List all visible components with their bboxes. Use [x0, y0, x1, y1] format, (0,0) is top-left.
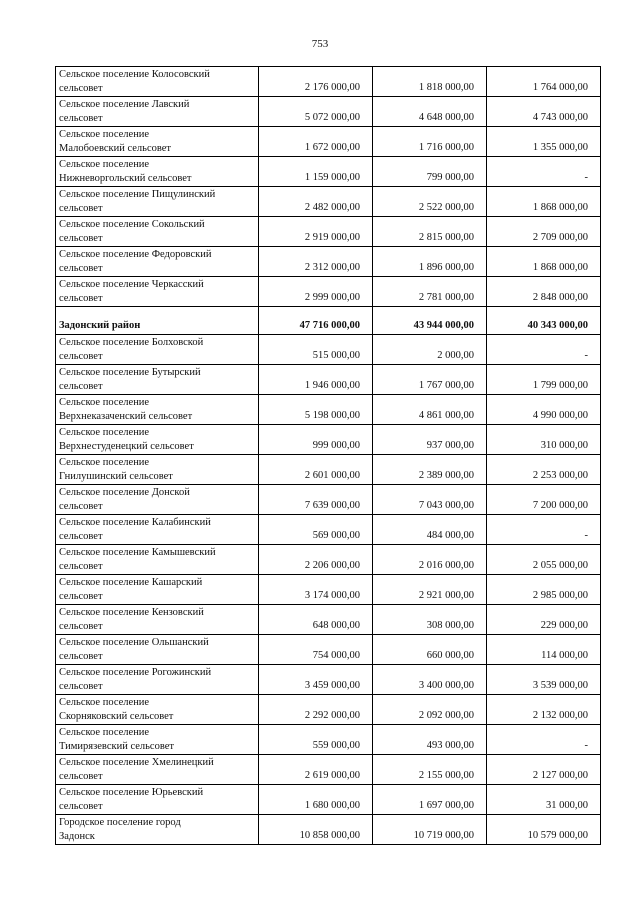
settlement-name-cell: Сельское поселение Камышевский сельсовет [56, 545, 259, 575]
budget-table [55, 66, 601, 845]
amount-year2-cell: 2 155 000,00 [373, 755, 487, 785]
table-row [56, 67, 601, 97]
settlement-name-cell: Сельское поселение Малобоевский сельсовет [56, 127, 259, 157]
settlement-name-cell: Сельское поселение Колосовский сельсовет [56, 67, 259, 97]
table-row [56, 635, 601, 665]
amount-year3-cell: 310 000,00 [487, 425, 601, 455]
table-row [56, 695, 601, 725]
amount-year2-cell: 2 781 000,00 [373, 277, 487, 307]
table-row [56, 157, 601, 187]
amount-year2-cell: 937 000,00 [373, 425, 487, 455]
table-row [56, 455, 601, 485]
amount-year1-cell: 2 482 000,00 [259, 187, 373, 217]
amount-year2-cell: 2 016 000,00 [373, 545, 487, 575]
amount-year3-cell: 229 000,00 [487, 605, 601, 635]
settlement-name-cell: Сельское поселение Верхнестуденецкий сельсовет [56, 425, 259, 455]
amount-year2-cell: 4 861 000,00 [373, 395, 487, 425]
district-total-row [56, 307, 601, 335]
table-row [56, 187, 601, 217]
amount-year3-cell: 2 132 000,00 [487, 695, 601, 725]
settlement-name-cell: Сельское поселение Юрьевский сельсовет [56, 785, 259, 815]
settlement-name-cell: Сельское поселение Ольшанский сельсовет [56, 635, 259, 665]
table-row [56, 545, 601, 575]
amount-year1-cell: 2 206 000,00 [259, 545, 373, 575]
table-row [56, 575, 601, 605]
amount-year3-cell: 40 343 000,00 [487, 307, 601, 335]
amount-year3-cell: 1 868 000,00 [487, 187, 601, 217]
amount-year3-cell: 3 539 000,00 [487, 665, 601, 695]
table-row [56, 815, 601, 845]
amount-year2-cell: 3 400 000,00 [373, 665, 487, 695]
amount-year2-cell: 493 000,00 [373, 725, 487, 755]
table-row [56, 485, 601, 515]
settlement-name-cell: Сельское поселение Хмелинецкий сельсовет [56, 755, 259, 785]
amount-year2-cell: 308 000,00 [373, 605, 487, 635]
amount-year1-cell: 2 619 000,00 [259, 755, 373, 785]
settlement-name-cell: Задонский район [56, 307, 259, 335]
amount-year2-cell: 484 000,00 [373, 515, 487, 545]
amount-year3-cell: 1 355 000,00 [487, 127, 601, 157]
amount-year1-cell: 2 601 000,00 [259, 455, 373, 485]
amount-year1-cell: 999 000,00 [259, 425, 373, 455]
table-row [56, 425, 601, 455]
page-number: 753 [311, 38, 329, 50]
amount-year2-cell: 2 389 000,00 [373, 455, 487, 485]
amount-year1-cell: 5 072 000,00 [259, 97, 373, 127]
amount-year2-cell: 2 522 000,00 [373, 187, 487, 217]
amount-year3-cell: 2 127 000,00 [487, 755, 601, 785]
amount-year3-cell: 4 743 000,00 [487, 97, 601, 127]
settlement-name-cell: Сельское поселение Скорняковский сельсовет [56, 695, 259, 725]
budget-table-body [56, 67, 601, 845]
amount-year3-cell: 2 253 000,00 [487, 455, 601, 485]
table-row [56, 335, 601, 365]
amount-year3-cell: 2 985 000,00 [487, 575, 601, 605]
amount-year1-cell: 559 000,00 [259, 725, 373, 755]
settlement-name-cell: Сельское поселение Сокольский сельсовет [56, 217, 259, 247]
table-row [56, 97, 601, 127]
table-row [56, 247, 601, 277]
settlement-name-cell: Сельское поселение Рогожинский сельсовет [56, 665, 259, 695]
amount-year1-cell: 648 000,00 [259, 605, 373, 635]
table-row [56, 395, 601, 425]
settlement-name-cell: Сельское поселение Гнилушинский сельсовет [56, 455, 259, 485]
settlement-name-cell: Сельское поселение Кензовский сельсовет [56, 605, 259, 635]
amount-year1-cell: 3 459 000,00 [259, 665, 373, 695]
amount-year1-cell: 2 919 000,00 [259, 217, 373, 247]
amount-year3-cell: 1 868 000,00 [487, 247, 601, 277]
table-row [56, 605, 601, 635]
amount-year3-cell: 7 200 000,00 [487, 485, 601, 515]
amount-year2-cell: 2 815 000,00 [373, 217, 487, 247]
amount-year3-cell: 1 799 000,00 [487, 365, 601, 395]
amount-year3-cell: - [487, 335, 601, 365]
amount-year1-cell: 7 639 000,00 [259, 485, 373, 515]
amount-year1-cell: 10 858 000,00 [259, 815, 373, 845]
amount-year3-cell: 2 848 000,00 [487, 277, 601, 307]
amount-year2-cell: 2 921 000,00 [373, 575, 487, 605]
amount-year1-cell: 1 946 000,00 [259, 365, 373, 395]
amount-year3-cell: 10 579 000,00 [487, 815, 601, 845]
amount-year2-cell: 799 000,00 [373, 157, 487, 187]
table-row [56, 515, 601, 545]
amount-year3-cell: 114 000,00 [487, 635, 601, 665]
amount-year1-cell: 569 000,00 [259, 515, 373, 545]
amount-year3-cell: - [487, 725, 601, 755]
amount-year2-cell: 1 716 000,00 [373, 127, 487, 157]
amount-year1-cell: 2 312 000,00 [259, 247, 373, 277]
amount-year2-cell: 2 092 000,00 [373, 695, 487, 725]
amount-year1-cell: 2 999 000,00 [259, 277, 373, 307]
amount-year1-cell: 1 680 000,00 [259, 785, 373, 815]
amount-year3-cell: 2 709 000,00 [487, 217, 601, 247]
amount-year2-cell: 10 719 000,00 [373, 815, 487, 845]
amount-year1-cell: 3 174 000,00 [259, 575, 373, 605]
amount-year2-cell: 660 000,00 [373, 635, 487, 665]
settlement-name-cell: Сельское поселение Лавский сельсовет [56, 97, 259, 127]
amount-year3-cell: - [487, 515, 601, 545]
amount-year1-cell: 515 000,00 [259, 335, 373, 365]
amount-year1-cell: 2 292 000,00 [259, 695, 373, 725]
amount-year1-cell: 47 716 000,00 [259, 307, 373, 335]
settlement-name-cell: Сельское поселение Тимирязевский сельсовет [56, 725, 259, 755]
amount-year3-cell: - [487, 157, 601, 187]
amount-year1-cell: 1 672 000,00 [259, 127, 373, 157]
amount-year2-cell: 1 818 000,00 [373, 67, 487, 97]
settlement-name-cell: Сельское поселение Федоровский сельсовет [56, 247, 259, 277]
amount-year3-cell: 2 055 000,00 [487, 545, 601, 575]
settlement-name-cell: Городское поселение город Задонск [56, 815, 259, 845]
settlement-name-cell: Сельское поселение Донской сельсовет [56, 485, 259, 515]
settlement-name-cell: Сельское поселение Кашарский сельсовет [56, 575, 259, 605]
settlement-name-cell: Сельское поселение Калабинский сельсовет [56, 515, 259, 545]
amount-year2-cell: 2 000,00 [373, 335, 487, 365]
amount-year3-cell: 1 764 000,00 [487, 67, 601, 97]
settlement-name-cell: Сельское поселение Нижневоргольский сельсовет [56, 157, 259, 187]
amount-year1-cell: 2 176 000,00 [259, 67, 373, 97]
table-row [56, 127, 601, 157]
table-row [56, 755, 601, 785]
amount-year2-cell: 4 648 000,00 [373, 97, 487, 127]
settlement-name-cell: Сельское поселение Пищулинский сельсовет [56, 187, 259, 217]
settlement-name-cell: Сельское поселение Верхнеказаченский сельсовет [56, 395, 259, 425]
settlement-name-cell: Сельское поселение Болховской сельсовет [56, 335, 259, 365]
amount-year3-cell: 4 990 000,00 [487, 395, 601, 425]
amount-year2-cell: 1 767 000,00 [373, 365, 487, 395]
table-row [56, 725, 601, 755]
table-row [56, 665, 601, 695]
amount-year1-cell: 754 000,00 [259, 635, 373, 665]
table-row [56, 365, 601, 395]
settlement-name-cell: Сельское поселение Бутырский сельсовет [56, 365, 259, 395]
settlement-name-cell: Сельское поселение Черкасский сельсовет [56, 277, 259, 307]
amount-year2-cell: 1 697 000,00 [373, 785, 487, 815]
amount-year3-cell: 31 000,00 [487, 785, 601, 815]
amount-year1-cell: 5 198 000,00 [259, 395, 373, 425]
amount-year1-cell: 1 159 000,00 [259, 157, 373, 187]
amount-year2-cell: 1 896 000,00 [373, 247, 487, 277]
amount-year2-cell: 7 043 000,00 [373, 485, 487, 515]
table-row [56, 277, 601, 307]
amount-year2-cell: 43 944 000,00 [373, 307, 487, 335]
table-row [56, 785, 601, 815]
table-row [56, 217, 601, 247]
